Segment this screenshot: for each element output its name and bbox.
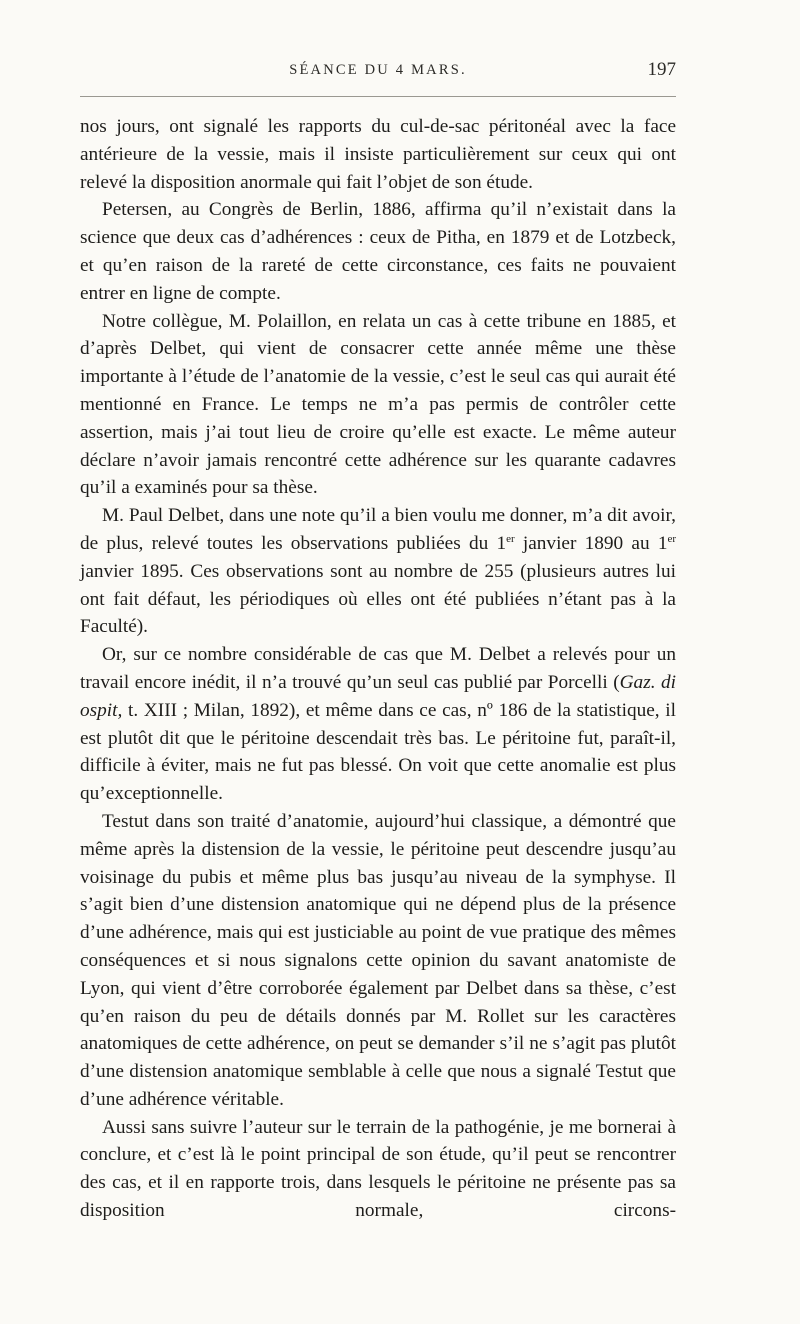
- paragraph-7: Aussi sans suivre l’auteur sur le terrain de la pathogénie, je me bornerai à conclure, et c’est là le point principal de son étude, qu’il peut se rencontrer des cas, et il en rapporte trois, dans lesquels le péritoine ne présente pas sa disposition normale, circons-: [80, 1116, 676, 1222]
- paragraph-4-text-a: M. Paul Delbet, dans une note qu’il a bien voulu me donner, m’a dit avoir, de plus, relevé toutes les observations publiées du 1: [80, 505, 676, 554]
- paragraph-4-text-c: janvier 1895. Ces observations sont au nombre de 255 (plusieurs autres lui ont fait défaut, les périodiques où elles ont été publiées n’étant pas à la Faculté).: [80, 560, 676, 638]
- page-number: 197: [647, 59, 676, 80]
- paragraph-5-text-b: t. XIII ; Milan, 1892), et même dans ce cas, nº 186 de la statistique, il est plutôt dit que le péritoine descendait très bas. Le péritoine fut, paraît-il, difficile à éviter, mais ne fut pas blessé. On voit que cette anomalie est plus qu’exceptionnelle.: [80, 699, 676, 805]
- ordinal-superscript: er: [506, 532, 515, 545]
- running-title: SÉANCE DU 4 MARS.: [289, 62, 467, 78]
- ordinal-superscript: er: [667, 532, 677, 545]
- running-head: [80, 59, 676, 86]
- journal-citation: Gaz. di ospit,: [80, 671, 676, 721]
- paragraph-2: Petersen, au Congrès de Berlin, 1886, affirma qu’il n’existait dans la science que deux cas d’adhérences : ceux de Pitha, en 1879 et de Lotzbeck, et qu’en raison de la rareté de cette circonstance, ces faits ne pouvaient entrer en ligne de compte.: [80, 199, 676, 304]
- paragraph-5: [80, 641, 676, 808]
- paragraph-4: [80, 502, 676, 641]
- body-text: [80, 113, 676, 1225]
- paragraph-1: nos jours, ont signalé les rapports du cul-de-sac péritonéal avec la face antérieure de la vessie, mais il insiste particulièrement sur ceux qui ont relevé la disposition anormale qui fait l’objet de son étude.: [80, 116, 676, 193]
- paragraph-5-text-a: Or, sur ce nombre considérable de cas que M. Delbet a relevés pour un travail encore inédit, il n’a trouvé qu’un seul cas publié par Porcelli (: [80, 644, 676, 693]
- paragraph-4-text-b: janvier 1890 au 1: [514, 532, 668, 554]
- paragraph-3: Notre collègue, M. Polaillon, en relata un cas à cette tribune en 1885, et d’après Delbet, qui vient de consacrer cette année même une thèse importante à l’étude de l’anatomie de la vessie, c’est le seul cas qui aurait été mentionné en France. Le temps ne m’a pas permis de contrôler cette assertion, mais j’ai tout lieu de croire qu’elle est exacte. Le même auteur déclare n’avoir jamais rencontré cette adhérence sur les quarante cadavres qu’il a examinés pour sa thèse.: [80, 310, 676, 499]
- paragraph-6: Testut dans son traité d’anatomie, aujourd’hui classique, a démontré que même après la distension de la vessie, le péritoine peut descendre jusqu’au voisinage du pubis et même plus bas jusqu’au niveau de la symphyse. Il s’agit bien d’une distension anatomique qui ne dépend plus de la présence d’une adhérence, mais qui est justiciable au point de vue pratique des mêmes conséquences et si nous signalons cette opinion du savant anatomiste de Lyon, qui vient d’être corroborée également par Delbet dans sa thèse, c’est qu’en raison du peu de détails donnés par M. Rollet sur les caractères anatomiques de cette adhérence, on peut se demander s’il ne s’agit pas plutôt d’une distension anatomique semblable à celle que nous a signalé Testut que d’une adhérence véritable.: [80, 810, 676, 1110]
- header-rule: [80, 96, 676, 97]
